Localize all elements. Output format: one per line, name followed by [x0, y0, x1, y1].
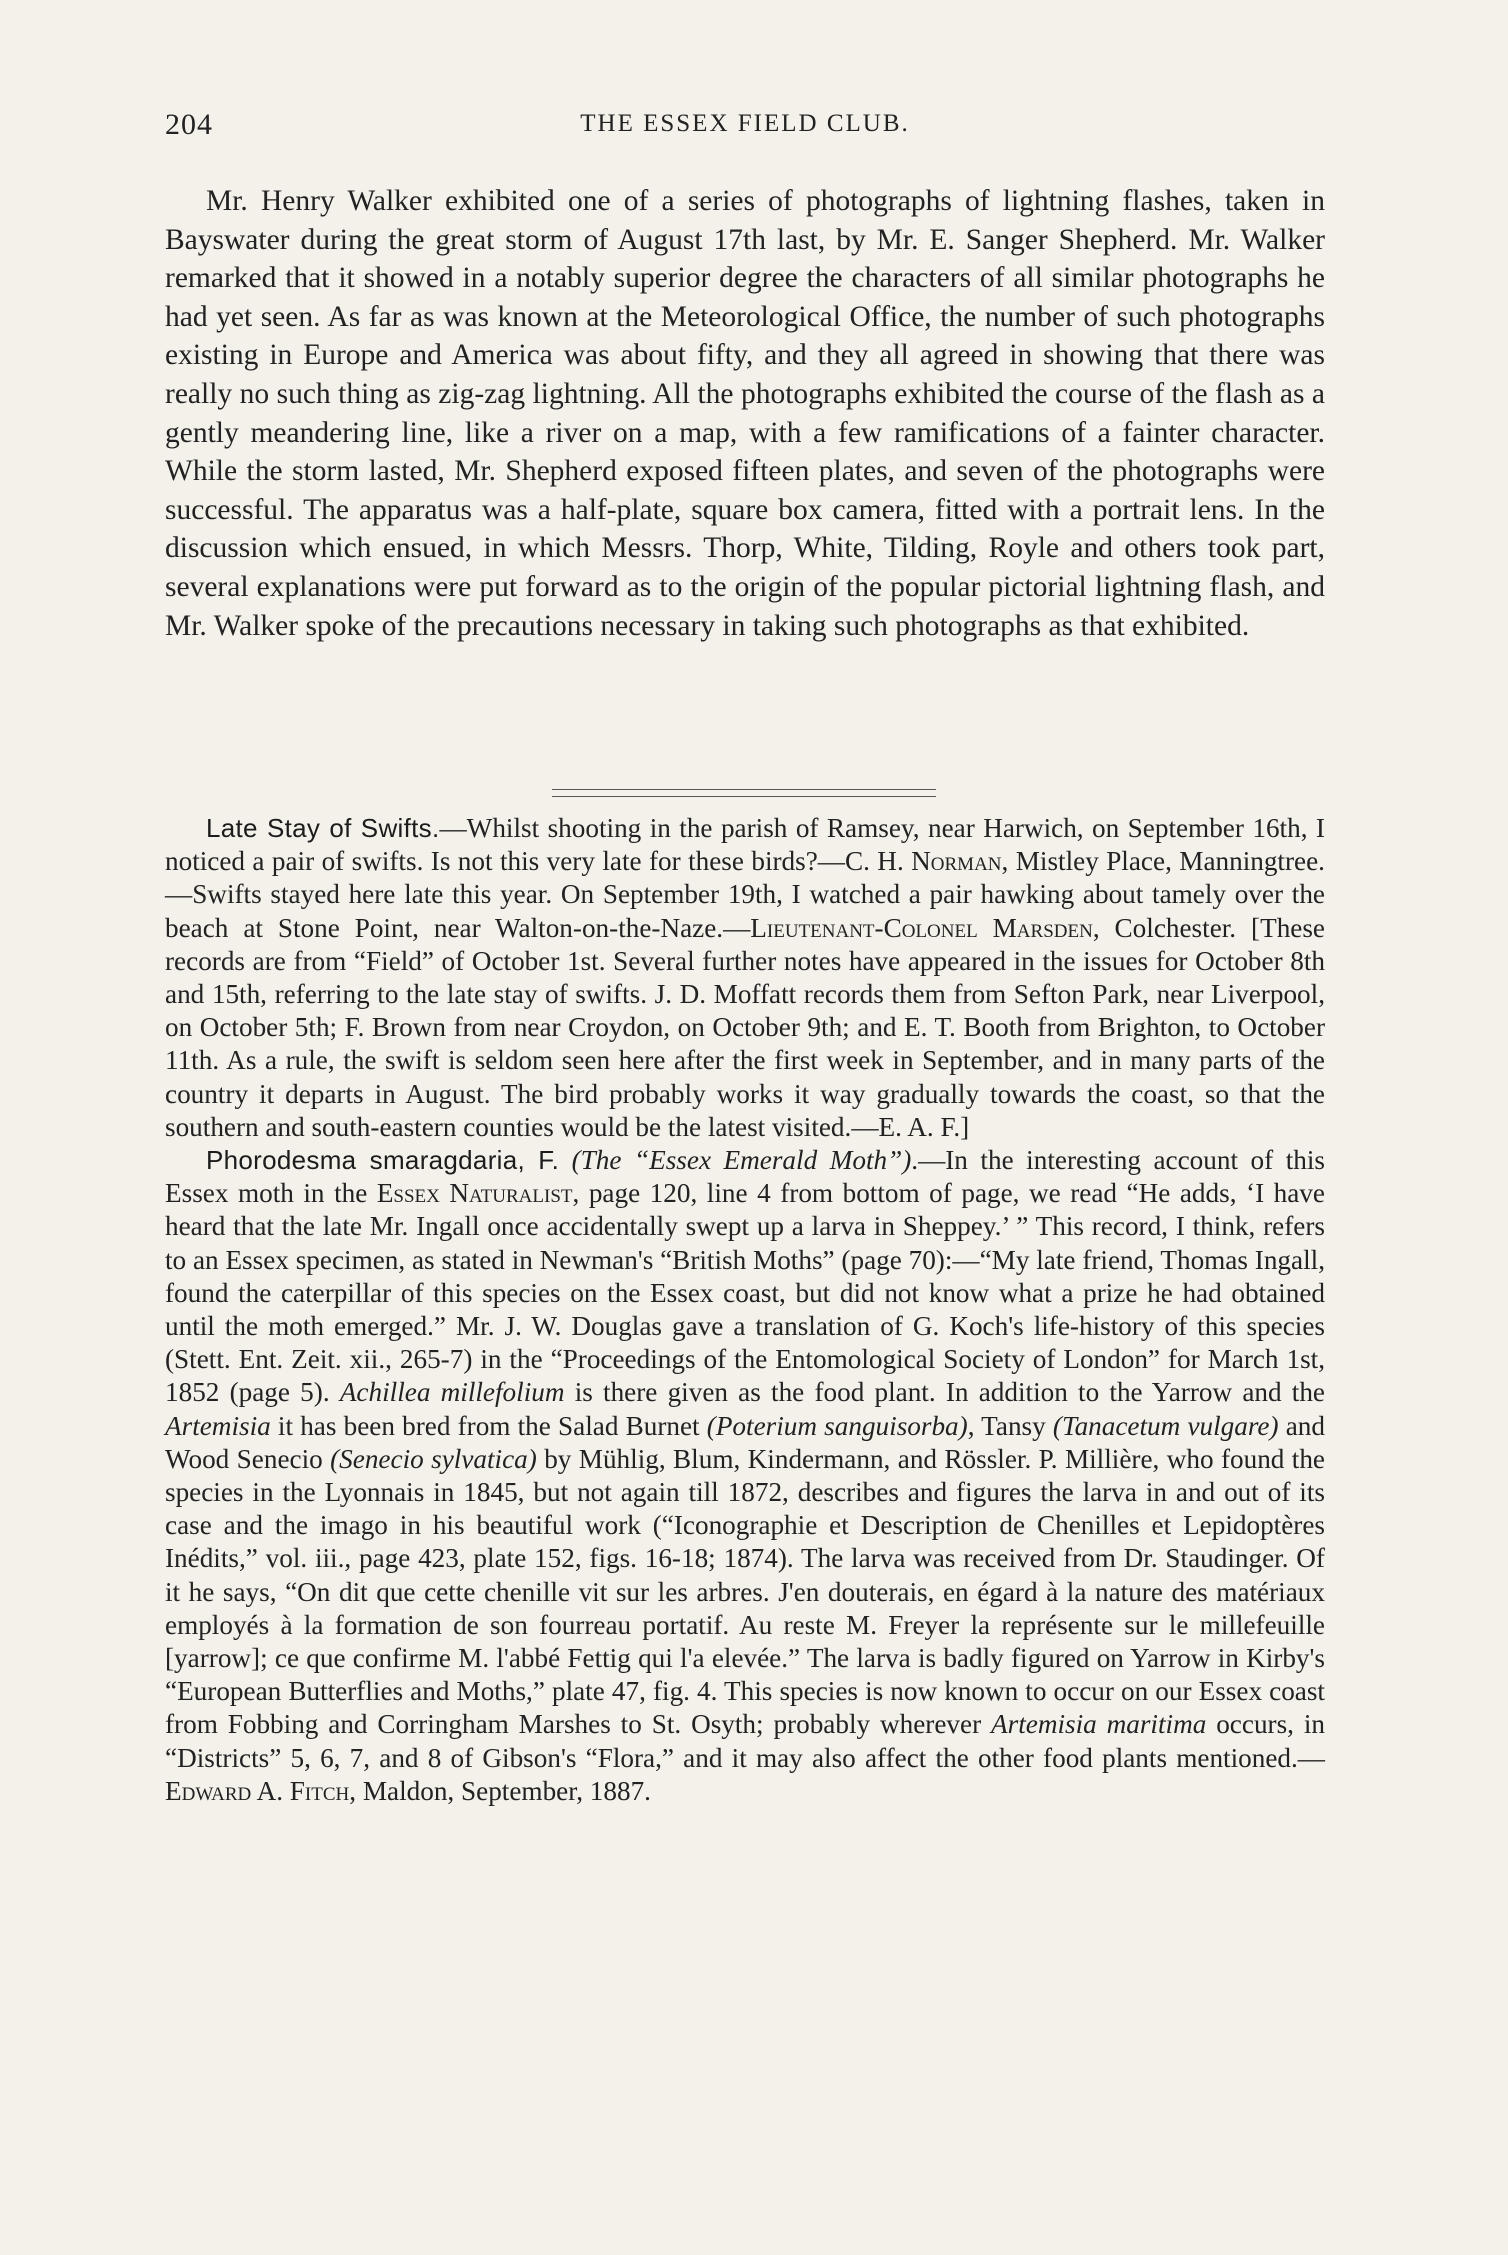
moth-note-text: , Tansy: [967, 1410, 1053, 1441]
moth-note-text: .—In the interesting account of this Essex moth in the: [165, 1145, 1325, 1209]
moth-note-text: is there given as the food plant. In addition to the Yarrow and the: [564, 1377, 1326, 1408]
swifts-note-text: , Mistley Place, Manningtree.—Swifts stayed here late this year. On September 19th, I watched a pair hawking about tamely over the beach at Stone Point, near Walton-on-the-Naze.—: [165, 846, 1325, 943]
swifts-note-heading: Late Stay of Swifts.: [206, 813, 440, 843]
lightning-paragraph: Mr. Henry Walker exhibited one of a series of photographs of lightning flashes, taken in Bayswater during the great storm of August 17th last, by Mr. E. Sanger Shepherd. Mr. Walker remarked that it showed in a notably superior degree the characters of all similar photographs he had yet seen. As far as was known at the Meteorological Office, the number of such photographs existing in Europe and America was about fifty, and they all agreed in showing that there was really no such thing as zig-zag lightning. All the photographs exhibited the course of the flash as a gently meandering line, like a river on a map, with a few ramifications of a fainter character. While the storm lasted, Mr. Shepherd exposed fifteen plates, and seven of the photographs were successful. The apparatus was a half-plate, square box camera, fitted with a portrait lens. In the discussion which ensued, in which Messrs. Thorp, White, Tilding, Royle and others took part, several explanations were put forward as to the origin of the popular pictorial lightning flash, and Mr. Walker spoke of the precautions necessary in taking such photographs as that exhibited.: [165, 185, 1325, 642]
moth-note-text: occurs, in “Districts” 5, 6, 7, and 8 of Gibson's “Flora,” and it may also affect the other food plants mentioned.—: [165, 1709, 1325, 1773]
species-name: Achillea millefolium: [339, 1377, 565, 1408]
moth-common-name: (The “Essex Emerald Moth”): [571, 1145, 912, 1176]
moth-note-heading: Phorodesma smaragdaria, F.: [206, 1145, 560, 1176]
swifts-note: [165, 812, 1325, 1144]
moth-note-text: it has been bred from the Salad Burnet: [270, 1410, 707, 1441]
moth-note-text: and Wood Senecio: [165, 1410, 1325, 1474]
swifts-note-author: Norman: [911, 846, 1002, 877]
moth-note-author: Edward A. Fitch: [165, 1775, 350, 1806]
moth-note-text: , page 120, line 4 from bottom of page, we read “He adds, ‘I have heard that the late Mr. Ingall once accidentally swept up a larva in Sheppey.’ ” This record, I think, refers to an Essex specimen, as stated in Newman's “British Moths” (page 70):—“My late friend, Thomas Ingall, found the caterpillar of this species on the Essex coast, but did not know what a prize he had obtained until the moth emerged.” Mr. J. W. Douglas gave a translation of G. Koch's life-history of this species (Stett. Ent. Zeit. xii., 265-7) in the “Proceedings of the Entomological Society of London” for March 1st, 1852 (page 5).: [165, 1178, 1325, 1408]
page-number: 204: [165, 108, 213, 141]
species-name: Artemisia maritima: [991, 1709, 1207, 1740]
swifts-note-text: —Whilst shooting in the parish of Ramsey, near Harwich, on September 16th, I noticed a pair of swifts. Is not this very late for these birds?—C. H.: [165, 813, 1325, 877]
species-name: (Poterium sanguisorba): [706, 1410, 968, 1441]
notes-section: [165, 812, 1325, 1808]
section-divider: [552, 789, 936, 797]
swifts-note-text: , Colchester. [These records are from “Field” of October 1st. Several further notes have appeared in the issues for October 8th and 15th, referring to the late stay of swifts. J. D. Moffatt records them from Sefton Park, near Liverpool, on October 5th; F. Brown from near Croydon, on October 9th; and E. T. Booth from Brighton, to October 11th. As a rule, the swift is seldom seen here after the first week in September, and in many parts of the country it departs in August. The bird probably works it way gradually towards the coast, so that the southern and south-eastern counties would be the latest visited.—E. A. F.]: [165, 912, 1326, 1142]
moth-note: [165, 1144, 1325, 1808]
swifts-note-author: Lieutenant-Colonel Marsden: [750, 912, 1093, 943]
species-name: (Tanacetum vulgare): [1052, 1410, 1279, 1441]
moth-note-text: by Mühlig, Blum, Kindermann, and Rössler. P. Millière, who found the species in the Lyonnais in 1845, but not again till 1872, describes and figures the larva in and out of its case and the imago in his beautiful work (“Iconographie et Description de Chenilles et Lepidoptères Inédits,” vol. iii., page 423, plate 152, figs. 16-18; 1874). The larva was received from Dr. Staudinger. Of it he says, “On dit que cette chenille vit sur les arbres. J'en douterais, en égard à la nature des matériaux employés à la formation de son fourreau portatif. Au reste M. Freyer la représente sur le millefeuille [yarrow]; ce que confirme M. l'abbé Fettig qui l'a elevée.” The larva is badly figured on Yarrow in Kirby's “European Butterflies and Moths,” plate 47, fig. 4. This species is now known to occur on our Essex coast from Fobbing and Corringham Marshes to St. Osyth; probably wherever: [165, 1443, 1325, 1740]
page-header: [165, 108, 1325, 148]
species-name: (Senecio sylvatica): [330, 1443, 537, 1474]
moth-note-text: , Maldon, September, 1887.: [349, 1775, 651, 1806]
species-name: Artemisia: [165, 1410, 271, 1441]
journal-name: Essex Naturalist: [376, 1178, 573, 1209]
running-title: THE ESSEX FIELD CLUB.: [580, 110, 910, 137]
